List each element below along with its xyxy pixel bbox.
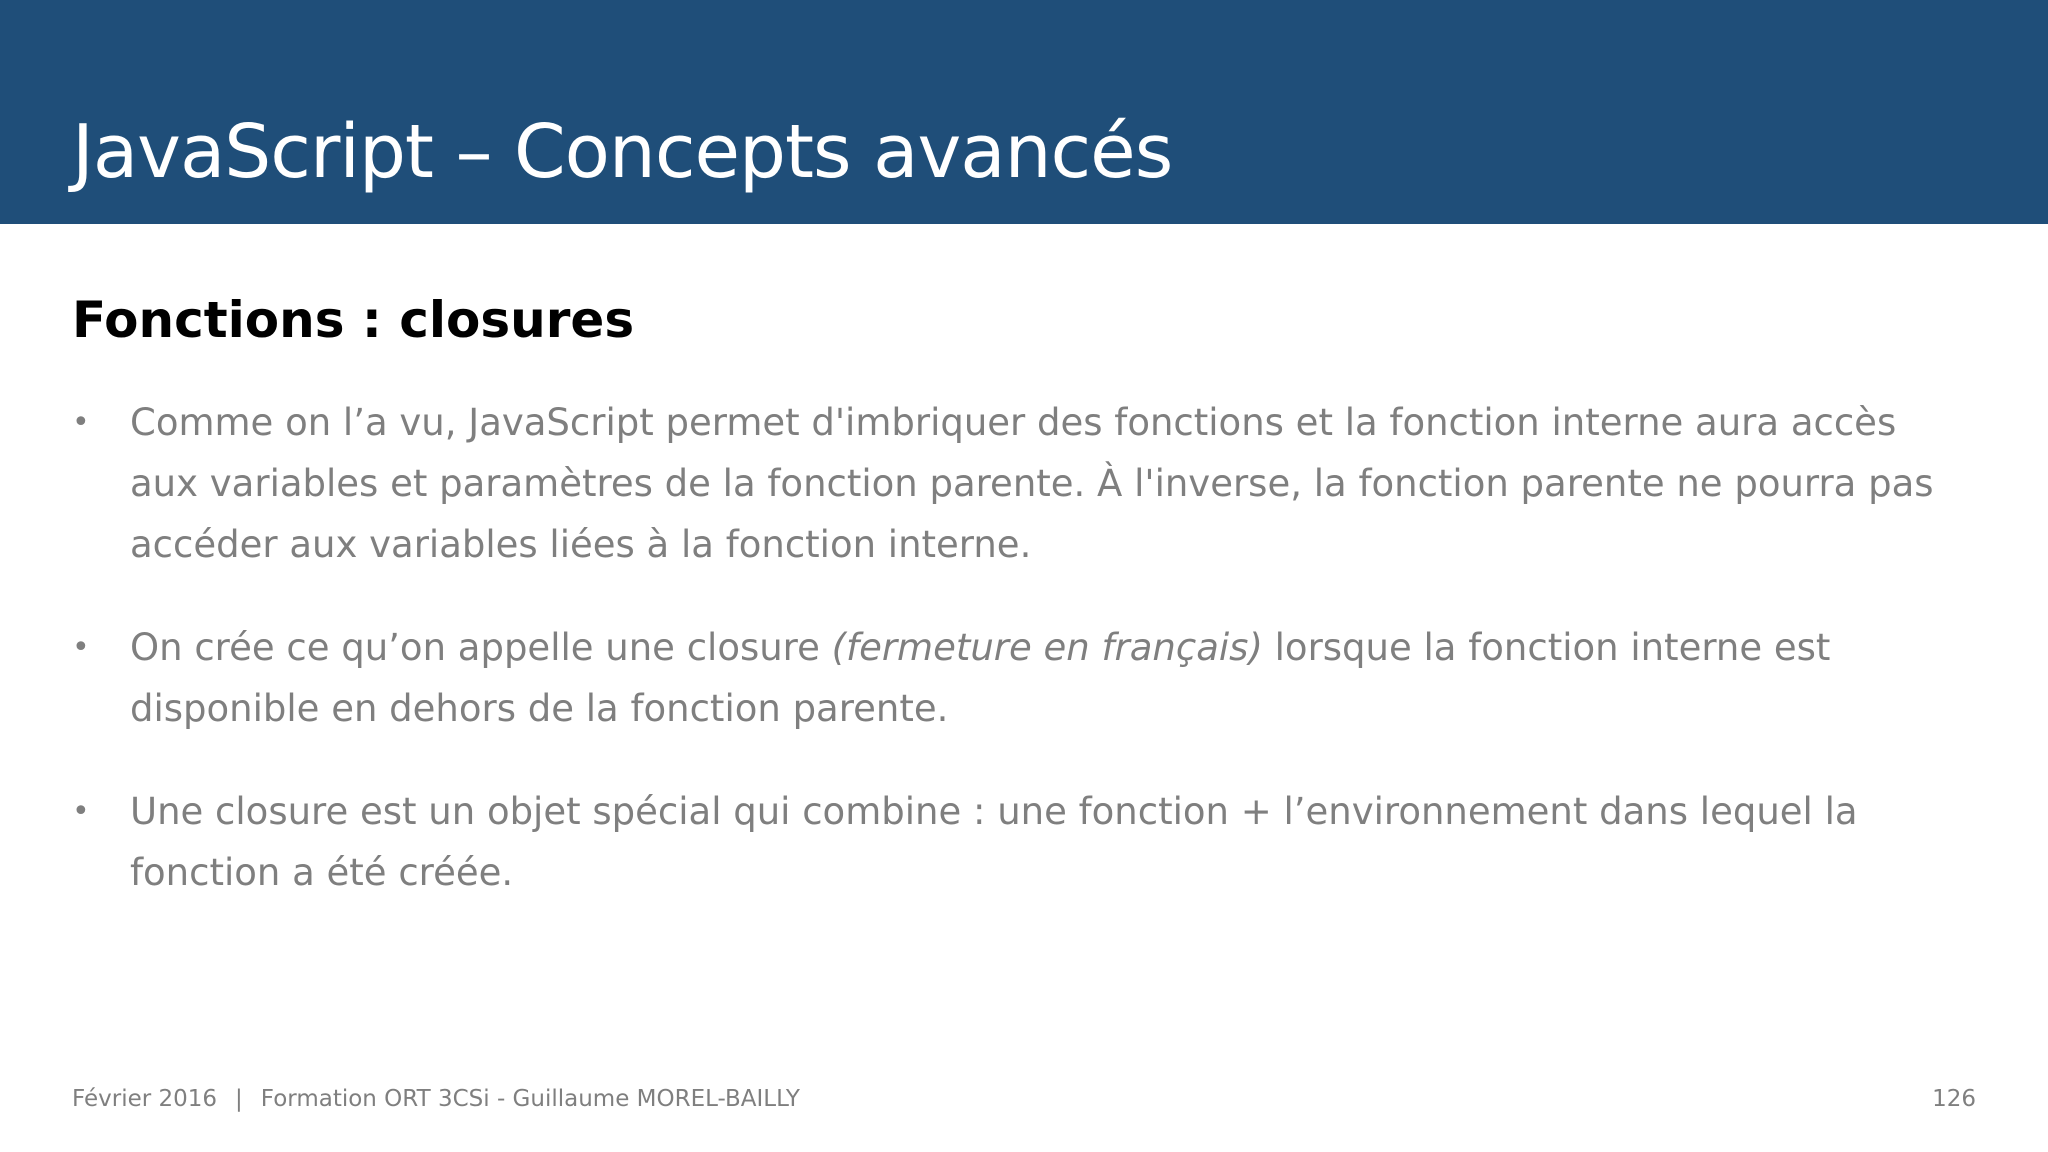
footer xyxy=(72,1084,800,1114)
bullet-text: Comme on l’a vu, JavaScript permet d'imbriquer des fonctions et la fonction interne aura accès aux variables et paramètres de la fonction parente. À l'inverse, la fonction parente ne pourra pas accéder aux variables liées à la fonction interne. xyxy=(130,401,1934,566)
bullet-text-part: On crée ce qu’on appelle une closure xyxy=(130,626,832,669)
section-heading: Fonctions : closures xyxy=(72,291,635,349)
bullet-text xyxy=(130,626,1830,730)
bullet-text-part: lorsque la fonction interne est disponible en dehors de la fonction parente. xyxy=(130,626,1831,730)
footer-date: Février 2016 xyxy=(72,1086,218,1112)
bullet-list xyxy=(72,392,1972,945)
bullet-text-italic: (fermeture en français) xyxy=(831,626,1263,669)
header-bar xyxy=(0,0,2048,224)
bullet-dot-icon: • xyxy=(72,405,90,440)
page-number: 126 xyxy=(1932,1086,1976,1112)
bullet-dot-icon: • xyxy=(72,630,90,665)
bullet-text: Une closure est un objet spécial qui combine : une fonction + l’environnement dans lequel la fonction a été créée. xyxy=(130,790,1858,894)
bullet-item xyxy=(72,392,1972,575)
slide-title: JavaScript – Concepts avancés xyxy=(72,109,1173,195)
footer-separator: | xyxy=(235,1086,243,1112)
bullet-item xyxy=(72,781,1972,903)
footer-course: Formation ORT 3CSi - Guillaume MOREL-BAILLY xyxy=(260,1086,800,1112)
bullet-item xyxy=(72,617,1972,739)
bullet-dot-icon: • xyxy=(72,794,90,829)
